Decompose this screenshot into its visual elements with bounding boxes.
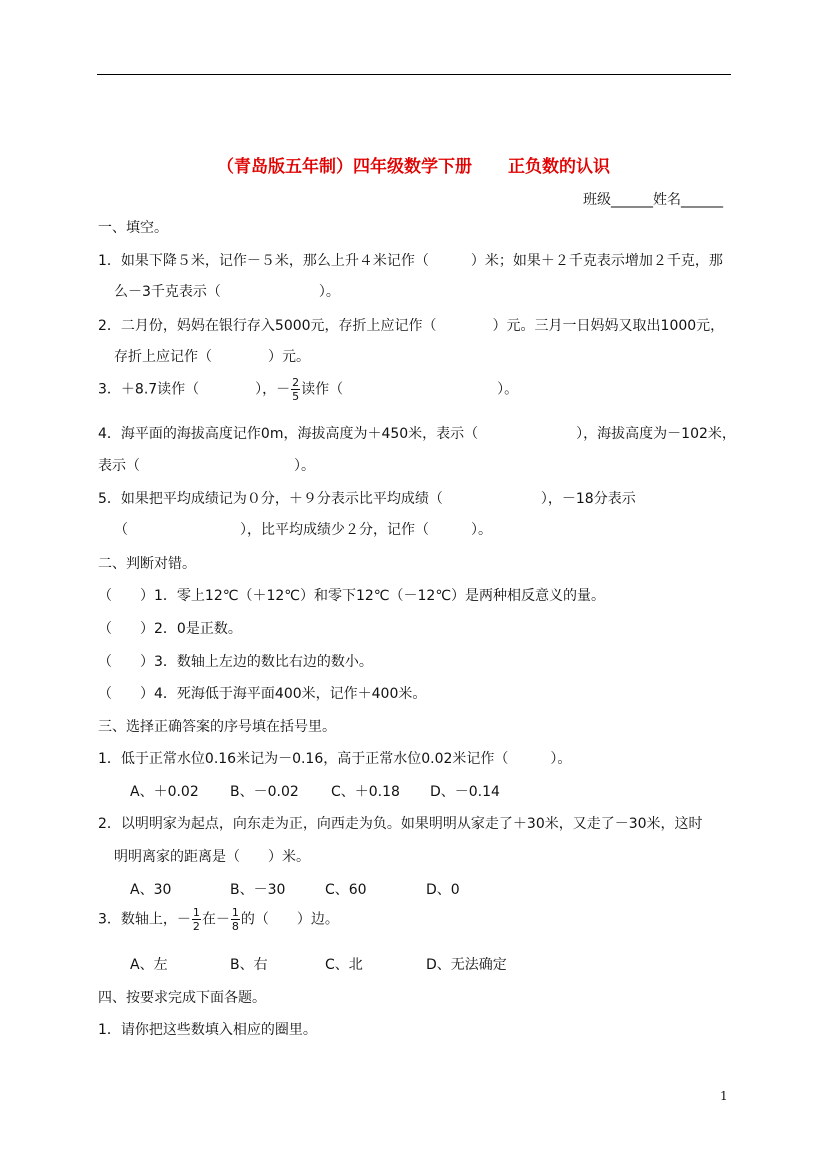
title-topic: 正负数的认识: [508, 157, 610, 177]
fill-q4-line2: 表示（ ）。: [98, 458, 315, 474]
fill-q3-text-b: 读作（ ）。: [301, 381, 519, 398]
judge-item-3: （ ）3．数轴上左边的数比右边的数小。: [98, 654, 373, 670]
fraction-denominator: 5: [292, 390, 300, 403]
section-heading-task: 四、按要求完成下面各题。: [98, 990, 266, 1006]
fill-q1-line2: 么－3千克表示（ ）。: [114, 284, 340, 300]
fraction-one-half: [192, 906, 201, 933]
choice-q2-option-c: C、60: [325, 882, 367, 898]
section-heading-judge: 二、判断对错。: [98, 556, 196, 572]
choice-q1-option-c: C、＋0.18: [331, 784, 400, 800]
page-title: [0, 152, 827, 177]
choice-q2-option-b: B、－30: [230, 882, 286, 898]
choice-q2-option-d: D、0: [426, 882, 460, 898]
class-name-field: 班级______姓名______: [583, 192, 723, 208]
section-heading-choice: 三、选择正确答案的序号填在括号里。: [98, 719, 336, 735]
fraction-one-eighth: [231, 906, 240, 933]
fraction-numerator: 1: [231, 906, 239, 919]
fill-q3-text-a: 3．＋8.7读作（ ），－: [98, 381, 291, 398]
choice-q3-mid: 在－: [201, 911, 230, 928]
choice-q3-pre: 3．数轴上，－: [98, 911, 191, 928]
fill-q5-line2: （ ），比平均成绩少２分，记作（ ）。: [114, 522, 492, 538]
fill-q5-line1: 5．如果把平均成绩记为０分，＋９分表示比平均成绩（ ），－18分表示: [98, 491, 636, 507]
choice-q2-option-a: A、30: [130, 882, 172, 898]
judge-item-2: （ ）2．0是正数。: [98, 621, 242, 637]
fraction-denominator: 8: [231, 920, 239, 933]
choice-q3-post: 的（ ）边。: [240, 911, 339, 928]
judge-item-1: （ ）1．零上12℃（＋12℃）和零下12℃（－12℃）是两种相反意义的量。: [98, 588, 606, 604]
choice-q1-option-d: D、－0.14: [430, 784, 500, 800]
fraction-numerator: 2: [292, 376, 300, 389]
choice-q2-line1: 2．以明明家为起点，向东走为正，向西走为负。如果明明从家走了＋30米，又走了－30米，这时: [98, 816, 703, 832]
choice-q3: [98, 906, 339, 933]
fill-q3: [98, 376, 518, 403]
choice-q1: 1．低于正常水位0.16米记为－0.16，高于正常水位0.02米记作（ ）。: [98, 751, 572, 767]
choice-q3-option-b: B、右: [230, 957, 268, 973]
judge-item-4: （ ）4．死海低于海平面400米，记作＋400米。: [98, 686, 427, 702]
choice-q2-line2: 明明离家的距离是（ ）米。: [114, 849, 310, 865]
choice-q1-option-b: B、－0.02: [230, 784, 299, 800]
choice-q3-option-a: A、左: [130, 957, 168, 973]
task-q1: 1．请你把这些数填入相应的圈里。: [98, 1022, 317, 1038]
fill-q2-line1: 2．二月份，妈妈在银行存入5000元，存折上应记作（ ）元。三月一日妈妈又取出1000元，: [98, 318, 725, 334]
section-heading-fill: 一、填空。: [98, 220, 168, 236]
fill-q4-line1: 4．海平面的海拔高度记作0m，海拔高度为＋450米，表示（ ），海拔高度为－102米，: [98, 426, 736, 442]
page-number: 1: [720, 1089, 728, 1103]
choice-q3-option-d: D、无法确定: [426, 957, 507, 973]
fill-q1-line1: 1．如果下降５米，记作－５米，那么上升４米记作（ ）米；如果＋２千克表示增加２千克，那: [98, 253, 723, 269]
fill-q2-line2: 存折上应记作（ ）元。: [114, 349, 310, 365]
fraction-numerator: 1: [192, 906, 200, 919]
header-rule: [97, 74, 731, 75]
fraction-denominator: 2: [192, 920, 200, 933]
choice-q3-option-c: C、北: [325, 957, 363, 973]
title-main: （青岛版五年制）四年级数学下册: [217, 157, 472, 177]
fraction-two-fifths: [291, 376, 300, 403]
choice-q1-option-a: A、＋0.02: [130, 784, 199, 800]
